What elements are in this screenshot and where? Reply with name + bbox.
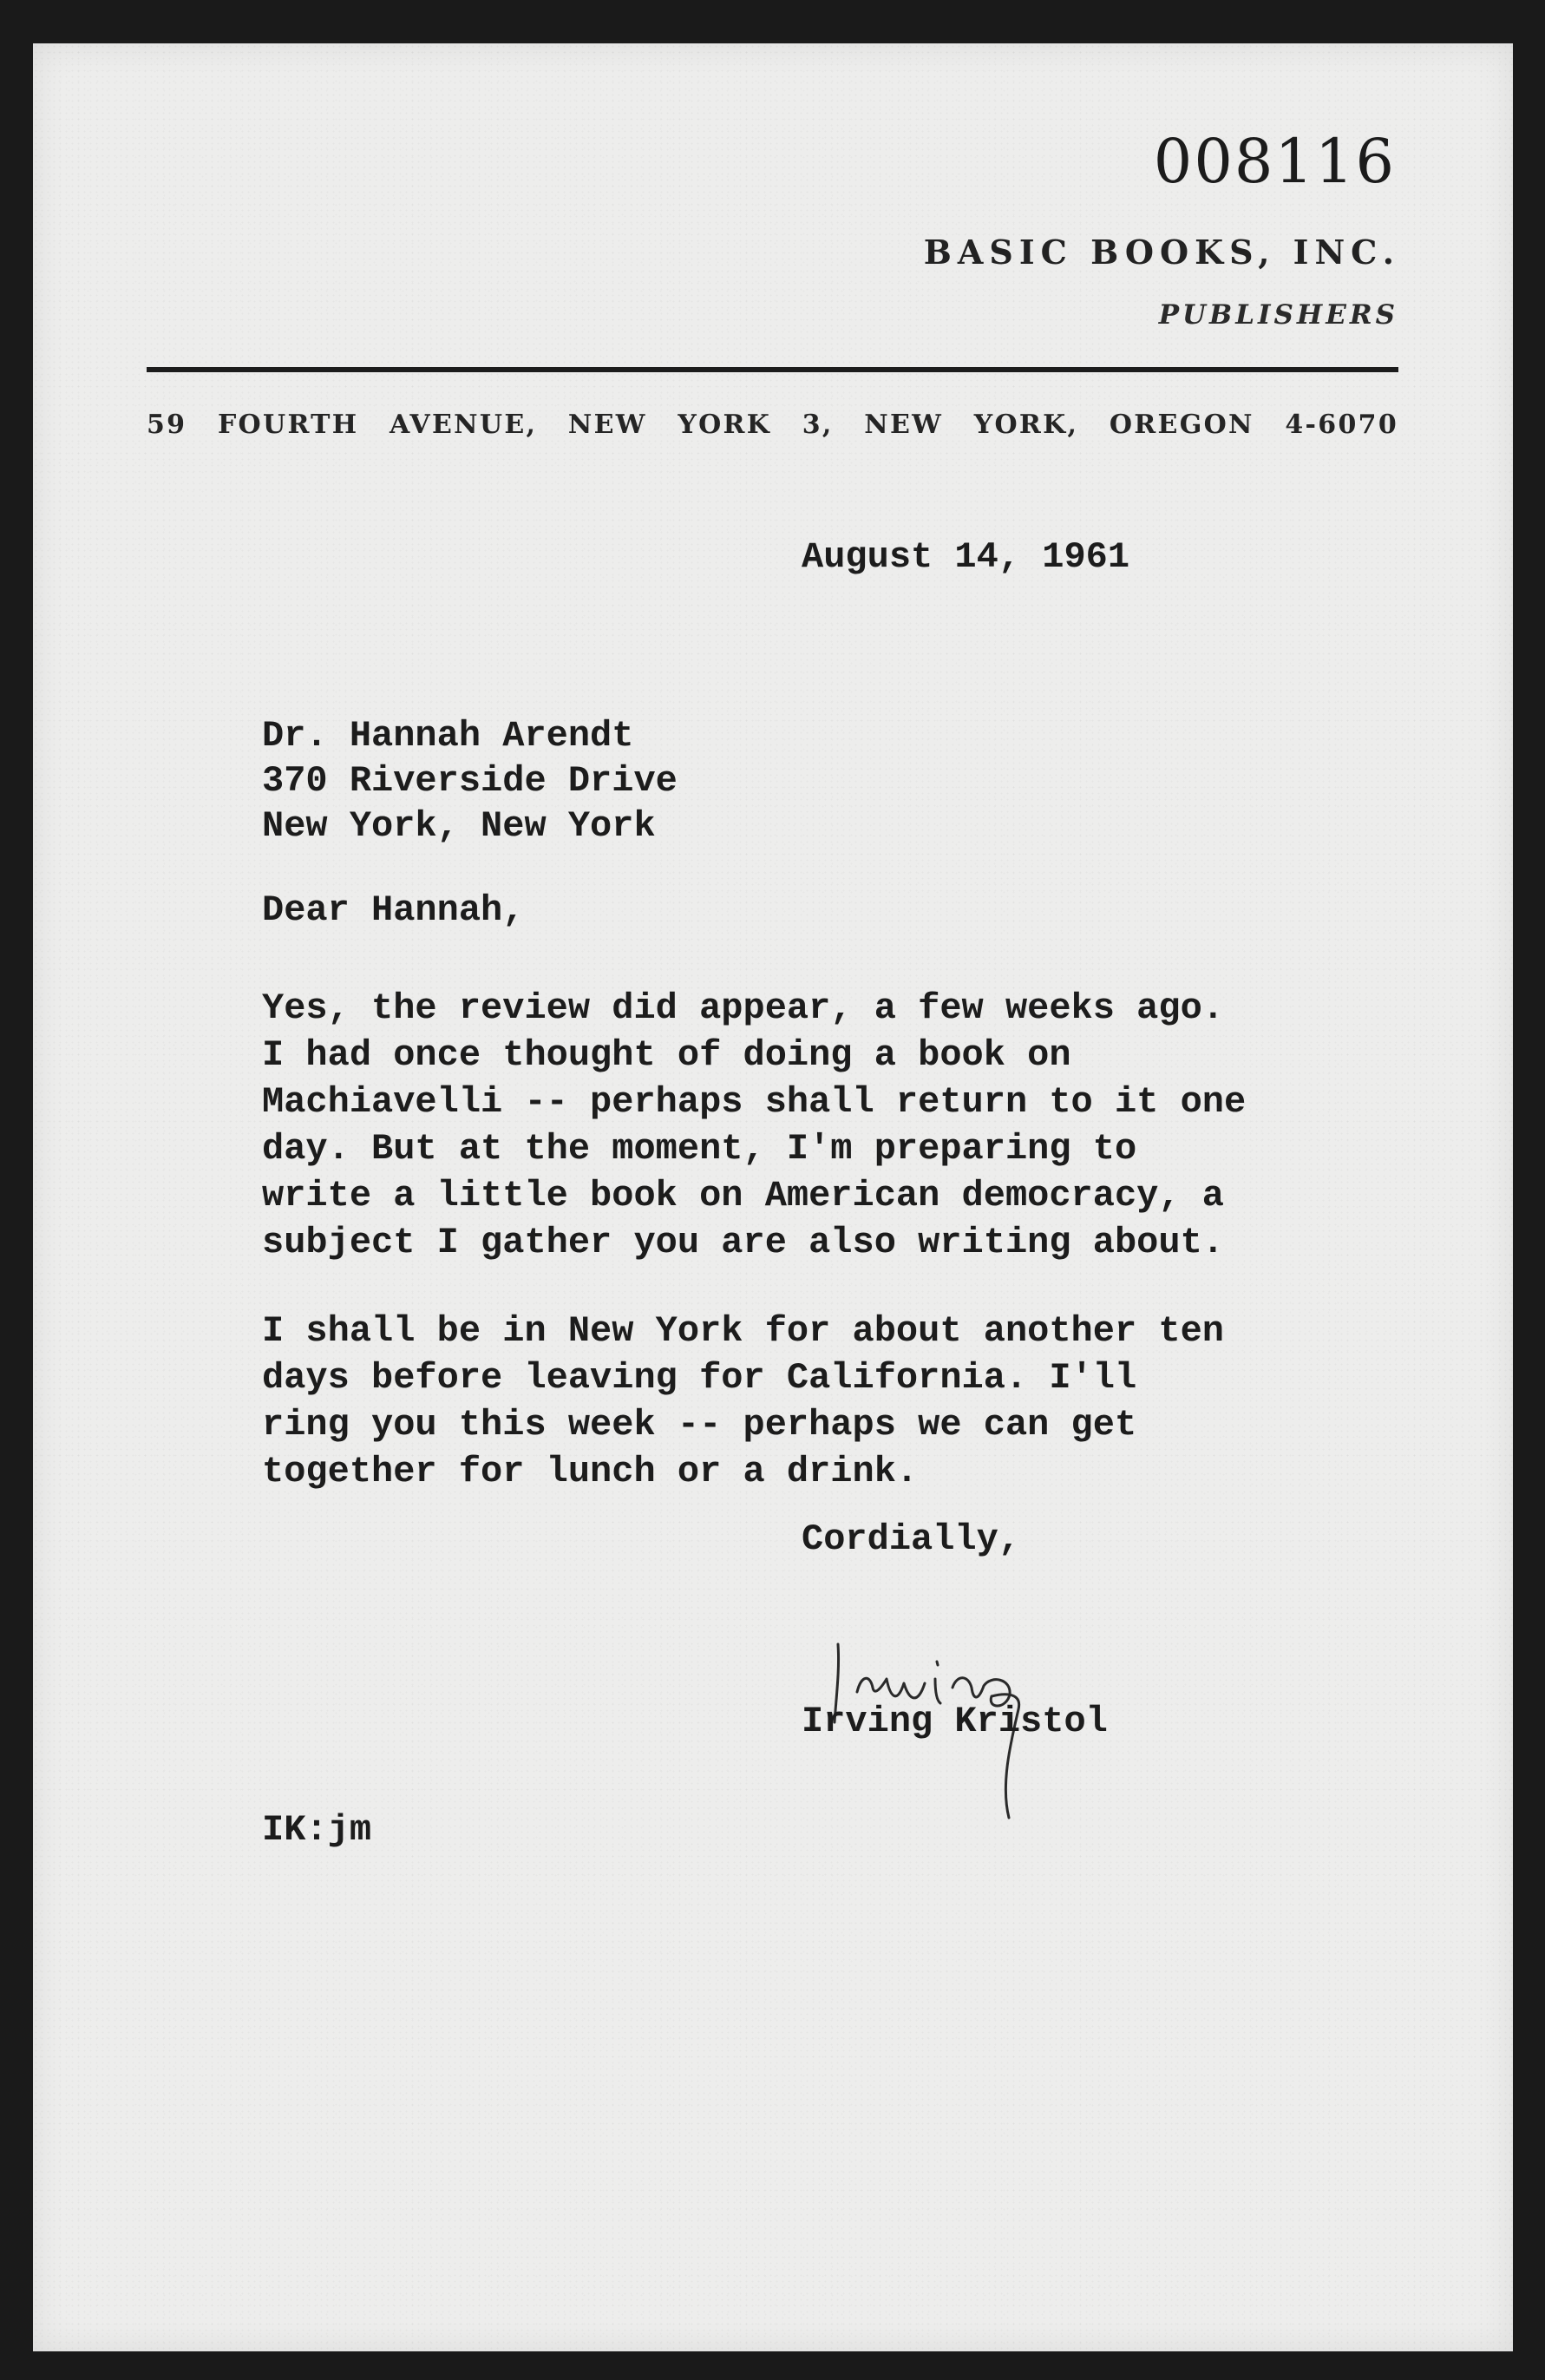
typist-initials: IK:jm bbox=[262, 1809, 372, 1851]
body-line: days before leaving for California. I'll bbox=[262, 1357, 1137, 1399]
recipient-line: Dr. Hannah Arendt bbox=[262, 715, 634, 757]
body-line: Yes, the review did appear, a few weeks ago. bbox=[262, 987, 1224, 1029]
body-line: together for lunch or a drink. bbox=[262, 1451, 919, 1492]
company-subtitle: PUBLISHERS bbox=[1158, 299, 1398, 331]
body-paragraph-2 bbox=[262, 1308, 1224, 1495]
company-name: BASIC BOOKS, INC. bbox=[923, 233, 1400, 272]
recipient-line: 370 Riverside Drive bbox=[262, 760, 678, 802]
body-line: I shall be in New York for about another ten bbox=[262, 1310, 1224, 1352]
recipient-address bbox=[262, 713, 678, 849]
body-paragraph-1 bbox=[262, 985, 1246, 1266]
letterhead-rule bbox=[147, 367, 1398, 372]
body-line: I had once thought of doing a book on bbox=[262, 1034, 1071, 1076]
document-number: 008116 bbox=[1153, 126, 1396, 197]
closing: Cordially, bbox=[802, 1518, 1021, 1560]
body-line: day. But at the moment, I'm preparing to bbox=[262, 1128, 1137, 1170]
recipient-line: New York, New York bbox=[262, 805, 656, 847]
body-line: write a little book on American democracy, a bbox=[262, 1175, 1224, 1216]
letter-date: August 14, 1961 bbox=[802, 536, 1130, 578]
body-line: ring you this week -- perhaps we can get bbox=[262, 1404, 1137, 1446]
salutation: Dear Hannah, bbox=[262, 889, 525, 931]
company-address: 59 FOURTH AVENUE, NEW YORK 3, NEW YORK, OREGON 4-6070 bbox=[147, 410, 1398, 440]
body-line: subject I gather you are also writing about. bbox=[262, 1222, 1224, 1263]
letter-page bbox=[33, 43, 1513, 2351]
signed-name: Irving Kristol bbox=[802, 1701, 1108, 1742]
body-line: Machiavelli -- perhaps shall return to it one bbox=[262, 1081, 1247, 1123]
